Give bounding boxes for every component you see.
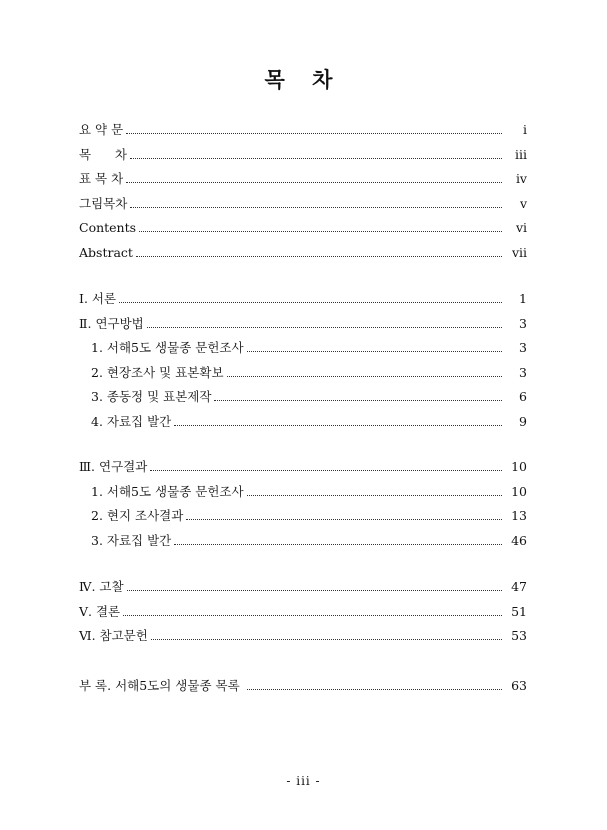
toc-entry-page: 63 [511,678,527,693]
toc-entry-label: 1. 서해5도 생물종 문헌조사 [91,340,244,356]
toc-entry-label: 목 차 [79,146,127,162]
toc-entry[interactable] [79,484,527,500]
dot-leader [147,327,502,328]
toc-entry-label: Contents [79,220,137,236]
toc-entry-label: 부 록. 서해5도의 생물종 목록 [79,678,244,693]
toc-entry-label: 2. 현지 조사결과 [91,508,184,524]
toc-entry-page: 10 [511,483,527,499]
toc-entry-label: Ⅰ. 서론 [79,291,117,306]
dot-leader [126,182,502,183]
toc-entry[interactable] [79,245,527,261]
toc-entry-page: 53 [511,628,527,644]
toc-entry-page: 3 [519,315,527,331]
toc-entry-label: 요 약 문 [79,122,124,137]
dot-leader [150,470,502,471]
toc-entry-label: 3. 종동정 및 표본제작 [91,389,212,405]
toc-entry-page: iv [515,171,527,187]
toc-entry-label: 그림목차 [79,195,128,211]
toc-entry-page: 6 [519,389,527,405]
toc-entry[interactable] [79,147,527,163]
toc-entry-page: 10 [511,459,527,474]
dot-leader [174,425,502,426]
dot-leader [123,615,502,616]
toc-entry-label: Ⅳ. 고찰 [79,579,124,594]
dot-leader [119,302,502,303]
page-title: 목 차 [264,67,343,92]
toc-entry-page: 3 [519,340,527,356]
dot-leader [174,544,502,545]
page-number-footer: - iii - [286,774,321,788]
dot-leader [247,351,502,352]
toc-entry-page: vi [515,220,527,236]
toc-entry[interactable] [79,316,527,332]
dot-leader [247,689,502,690]
toc-entry-page: 51 [511,603,527,619]
toc-entry-page: iii [515,146,527,162]
toc-entry-label: Ⅴ. 결론 [79,603,121,619]
dot-leader [130,158,502,159]
toc-entry-page: 3 [519,364,527,380]
toc-entry[interactable] [79,508,527,524]
toc-entry-page: 13 [511,508,527,524]
toc-entry[interactable] [79,340,527,356]
toc-entry[interactable] [79,579,527,595]
dot-leader [151,639,502,640]
dot-leader [126,133,502,134]
toc-entry-label: 2. 현장조사 및 표본확보 [91,364,224,380]
toc-entry-label: 표 목 차 [79,171,124,187]
toc-entry[interactable] [79,365,527,381]
dot-leader [214,400,502,401]
dot-leader [227,376,502,377]
toc-entry-label: 4. 자료집 발간 [91,414,172,429]
toc-entry[interactable] [79,604,527,620]
toc-entry[interactable] [79,291,527,307]
toc-entry-label: 3. 자료집 발간 [91,532,172,548]
toc-entry-label: Ⅵ. 참고문헌 [79,628,148,644]
toc-entry[interactable] [79,389,527,405]
toc-entry-page: vii [511,245,527,260]
toc-entry-label: Abstract [79,245,133,260]
toc-entry-page: v [519,195,527,211]
toc-entry-label: Ⅱ. 연구방법 [79,315,144,331]
toc-entry-label: Ⅲ. 연구결과 [79,459,148,474]
toc-entry-page: 47 [511,579,527,594]
dot-leader [247,495,502,496]
toc-entry-page: i [523,122,527,137]
dot-leader [136,256,502,257]
toc-entry[interactable] [79,122,527,138]
dot-leader [130,207,502,208]
dot-leader [127,590,502,591]
toc-entry-page: 46 [511,532,527,548]
toc-entry-label: 1. 서해5도 생물종 문헌조사 [91,483,244,499]
dot-leader [186,519,502,520]
toc-entry[interactable] [79,196,527,212]
toc-entry[interactable] [79,459,527,475]
toc-entry[interactable] [79,171,527,187]
toc-entry[interactable] [79,533,527,549]
toc-entry-page: 1 [519,291,527,306]
toc-entry-page: 9 [519,414,527,429]
toc-entry[interactable] [79,220,527,236]
toc-entry[interactable] [79,628,527,644]
dot-leader [139,231,502,232]
toc-entry[interactable] [79,414,527,430]
toc-entry[interactable] [79,678,527,694]
